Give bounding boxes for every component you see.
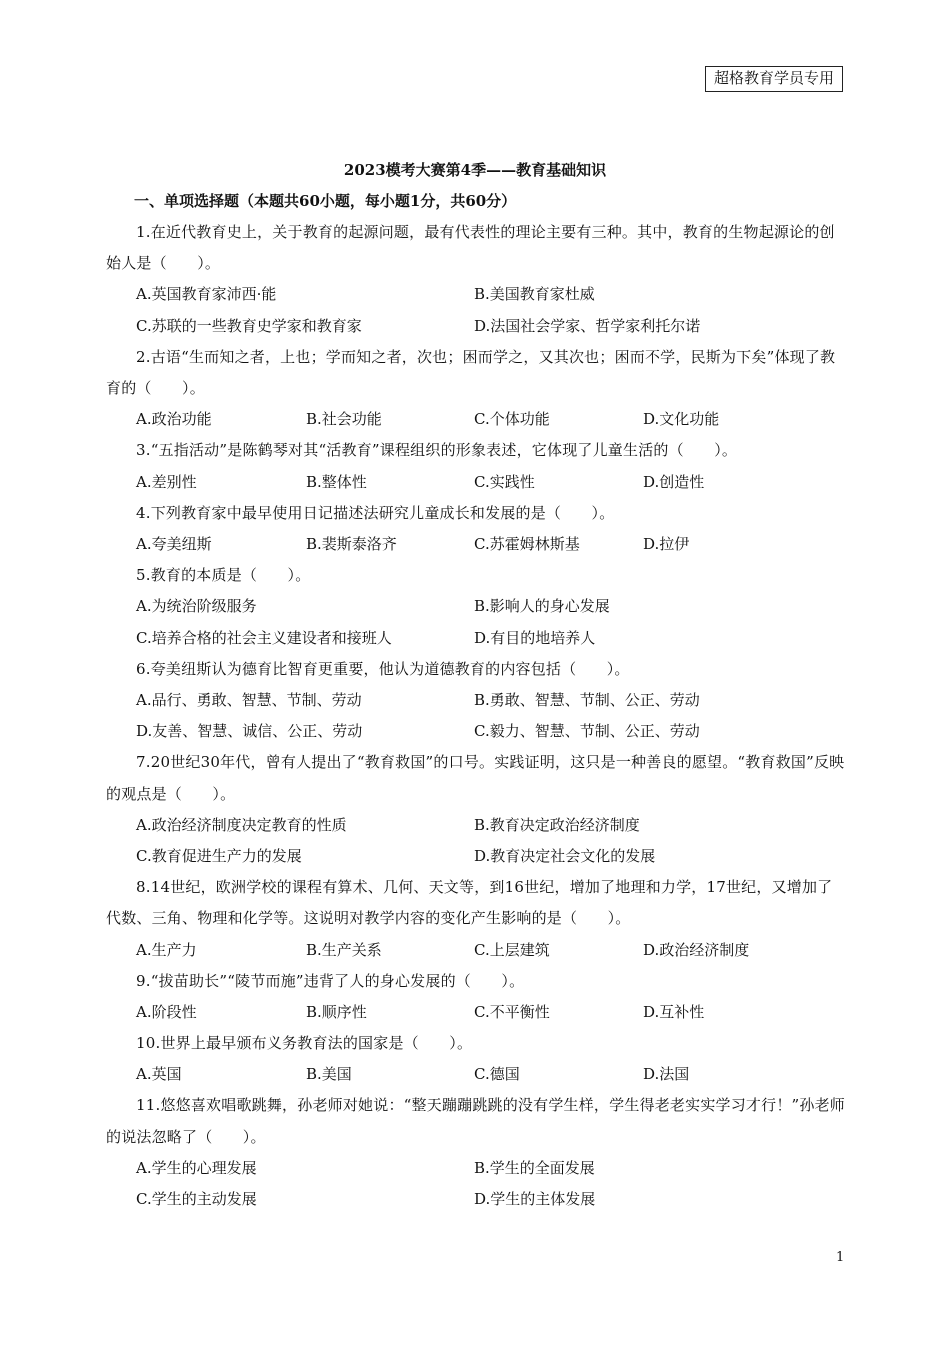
answer-option: A.生产力 [136, 940, 197, 959]
question-stem: 4.下列教育家中最早使用日记描述法研究儿童成长和发展的是（ ）。 [136, 503, 615, 522]
options-row [106, 311, 846, 342]
answer-option: D.法国社会学家、哲学家利托尔诺 [474, 316, 701, 335]
answer-option: A.政治经济制度决定教育的性质 [136, 815, 347, 834]
options-row [106, 279, 846, 310]
answer-option: D.有目的地培养人 [474, 628, 596, 647]
answer-option: B.裴斯泰洛齐 [306, 534, 397, 553]
answer-option: A.阶段性 [136, 1002, 197, 1021]
question-stem: 5.教育的本质是（ ）。 [136, 566, 311, 585]
answer-option: D.友善、智慧、诚信、公正、劳动 [136, 722, 363, 741]
answer-option: C.教育促进生产力的发展 [136, 846, 302, 865]
question-item [106, 342, 846, 436]
options-row [106, 685, 846, 716]
questions-container [106, 217, 846, 1215]
options-row [106, 623, 846, 654]
answer-option: B.影响人的身心发展 [474, 597, 610, 616]
answer-option: A.为统治阶级服务 [136, 597, 257, 616]
answer-option: B.社会功能 [306, 410, 382, 429]
answer-option: D.创造性 [643, 472, 705, 491]
answer-option: A.学生的心理发展 [136, 1158, 257, 1177]
question-item [106, 654, 846, 748]
options-row [106, 810, 846, 841]
question-stem: 7.20世纪30年代，曾有人提出了“教育救国”的口号。实践证明，这只是一种善良的愿望。“教育救国”反映的观点是（ ）。 [106, 753, 845, 803]
answer-option: A.政治功能 [136, 410, 212, 429]
answer-option: D.教育决定社会文化的发展 [474, 846, 656, 865]
options-row [106, 716, 846, 747]
options-row [106, 997, 846, 1028]
answer-option: B.生产关系 [306, 940, 382, 959]
page-title: 2023模考大赛第4季——教育基础知识 [343, 161, 607, 179]
options-row [106, 404, 846, 435]
options-row [106, 841, 846, 872]
answer-option: C.学生的主动发展 [136, 1190, 257, 1209]
answer-option: C.不平衡性 [474, 1002, 550, 1021]
answer-option: A.差别性 [136, 472, 197, 491]
question-item [106, 872, 846, 966]
page-number: 1 [836, 1250, 845, 1265]
question-stem: 1.在近代教育史上，关于教育的起源问题，最有代表性的理论主要有三种。其中，教育的生物起源论的创始人是（ ）。 [106, 223, 835, 273]
question-item [106, 498, 846, 560]
options-row [106, 467, 846, 498]
answer-option: B.学生的全面发展 [474, 1158, 595, 1177]
question-item [106, 966, 846, 1028]
options-row [106, 1184, 846, 1215]
question-item [106, 217, 846, 342]
answer-option: D.法国 [643, 1065, 690, 1084]
section-heading: 一、单项选择题（本题共60小题，每小题1分，共60分） [134, 192, 517, 210]
question-stem: 2.古语“生而知之者，上也；学而知之者，次也；困而学之，又其次也；困而不学，民斯为下矣”体现了教育的（ ）。 [106, 347, 836, 397]
answer-option: D.学生的主体发展 [474, 1190, 596, 1209]
options-row [106, 1153, 846, 1184]
question-item [106, 560, 846, 654]
question-stem: 6.夸美纽斯认为德育比智育更重要，他认为道德教育的内容包括（ ）。 [136, 659, 630, 678]
options-row [106, 529, 846, 560]
answer-option: A.英国 [136, 1065, 182, 1084]
answer-option: C.苏联的一些教育史学家和教育家 [136, 316, 362, 335]
question-stem: 3.“五指活动”是陈鹤琴对其“活教育”课程组织的形象表述，它体现了儿童生活的（ ）。 [136, 441, 738, 460]
options-row [106, 1059, 846, 1090]
options-row [106, 935, 846, 966]
answer-option: B.整体性 [306, 472, 367, 491]
question-stem: 8.14世纪，欧洲学校的课程有算术、几何、天文等，到16世纪，增加了地理和力学，17世纪，又增加了代数、三角、物理和化学等。这说明对教学内容的变化产生影响的是（ ）。 [106, 878, 833, 928]
question-item [106, 747, 846, 872]
options-row [106, 591, 846, 622]
answer-option: C.德国 [474, 1065, 520, 1084]
question-item [106, 1028, 846, 1090]
answer-option: C.毅力、智慧、节制、公正、劳动 [474, 722, 700, 741]
answer-option: C.实践性 [474, 472, 535, 491]
question-item [106, 435, 846, 497]
answer-option: A.夸美纽斯 [136, 534, 212, 553]
answer-option: B.勇敢、智慧、节制、公正、劳动 [474, 690, 700, 709]
question-stem: 10.世界上最早颁布义务教育法的国家是（ ）。 [136, 1034, 473, 1053]
answer-option: C.培养合格的社会主义建设者和接班人 [136, 628, 392, 647]
answer-option: C.个体功能 [474, 410, 550, 429]
question-item [106, 1090, 846, 1215]
answer-option: A.品行、勇敢、智慧、节制、劳动 [136, 690, 362, 709]
answer-option: C.上层建筑 [474, 940, 550, 959]
answer-option: B.教育决定政治经济制度 [474, 815, 640, 834]
answer-option: B.顺序性 [306, 1002, 367, 1021]
answer-option: D.拉伊 [643, 534, 690, 553]
answer-option: D.互补性 [643, 1002, 705, 1021]
answer-option: B.美国 [306, 1065, 352, 1084]
student-only-stamp: 超格教育学员专用 [705, 66, 843, 92]
question-list [106, 186, 846, 1215]
answer-option: D.文化功能 [643, 410, 720, 429]
answer-option: A.英国教育家沛西·能 [136, 285, 277, 304]
answer-option: B.美国教育家杜威 [474, 285, 595, 304]
answer-option: C.苏霍姆林斯基 [474, 534, 580, 553]
question-stem: 11.悠悠喜欢唱歌跳舞，孙老师对她说：“整天蹦蹦跳跳的没有学生样，学生得老老实实学习才行！”孙老师的说法忽略了（ ）。 [106, 1096, 845, 1146]
answer-option: D.政治经济制度 [643, 940, 750, 959]
question-stem: 9.“拔苗助长”“陵节而施”违背了人的身心发展的（ ）。 [136, 971, 525, 990]
